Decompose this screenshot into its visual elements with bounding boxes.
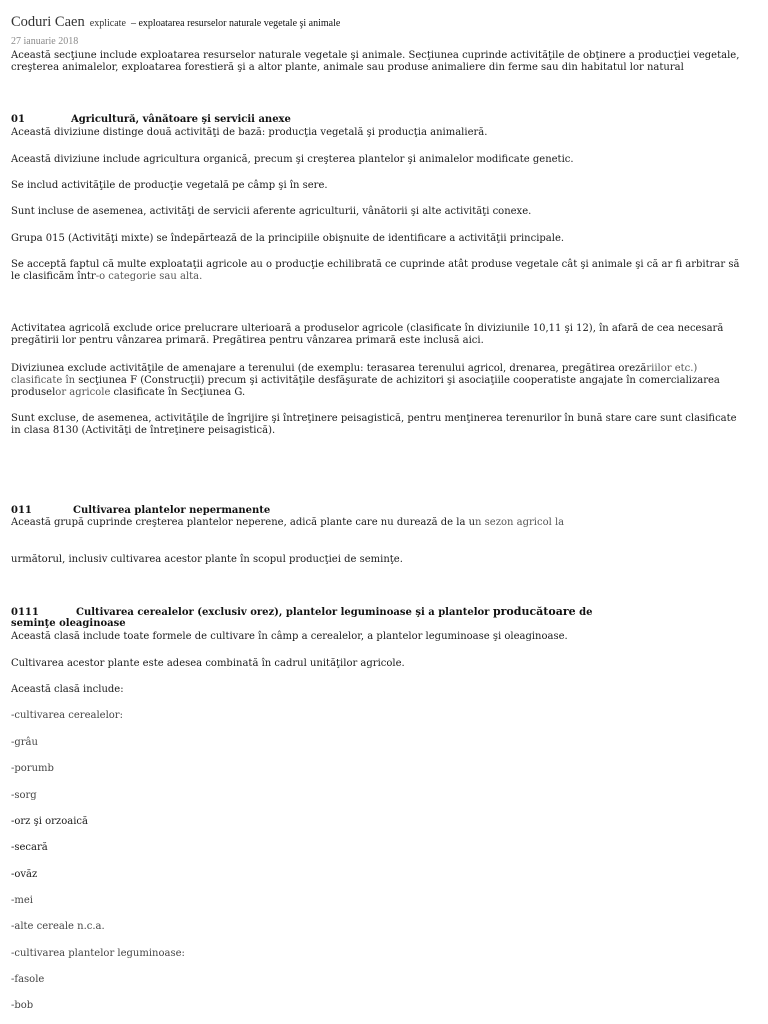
- paragraph: Această clasă include toate formele de cultivare în câmp a cerealelor, a plantelor leguminoase şi oleaginoase.: [11, 631, 568, 642]
- list-item: -cultivarea cerealelor:: [11, 710, 123, 721]
- section-heading-01: [11, 114, 291, 126]
- section-code: 01: [11, 114, 25, 125]
- paragraph: Activitatea agricolă exclude orice prelucrare ulterioară a produselor agricole (clasificate în diviziunile 10,11 şi 12), în afară de cea necesară pregătirii lor pentru vânzarea primară. Pregătirea pentru vânzarea primară este inclusă aici.: [11, 323, 724, 346]
- paragraph: Sunt incluse de asemenea, activităţi de servicii aferente agriculturii, vânătorii şi alte activităţi conexe.: [11, 206, 532, 217]
- document-subtitle: explicate: [89, 18, 126, 29]
- paragraph: Se acceptă faptul că multe exploataţii agricole au o producţie echilibrată ce cuprinde atât produse vegetale cât şi animale şi că ar fi arbitrar să le clasificăm într-o categorie sau alta.: [11, 259, 740, 282]
- section-title: Cultivarea cerealelor (exclusiv orez), plantelor leguminoase şi a plantelor: [76, 607, 493, 618]
- list-item: -orz şi orzoaică: [11, 816, 88, 827]
- section-code: 0111: [11, 607, 39, 618]
- paragraph: Această diviziune distinge două activităţi de bază: producţia vegetală şi producţia animalieră.: [11, 127, 488, 138]
- list-item: -fasole: [11, 974, 45, 985]
- section-heading-0111: 0111 Cultivarea cerealelor (exclusiv orez), plantelor leguminoase şi a plantelor producătoare de: [11, 605, 593, 618]
- paragraph: Se includ activităţile de producţie vegetală pe câmp şi în sere.: [11, 180, 328, 191]
- paragraph: Această diviziune include agricultura organică, precum şi creşterea plantelor şi animalelor modificate genetic.: [11, 154, 574, 165]
- list-item: -grâu: [11, 737, 38, 748]
- document-subtitle-topic: – exploatarea resurselor naturale vegetale şi animale: [130, 18, 341, 29]
- list-item: -alte cereale n.c.a.: [11, 921, 105, 932]
- paragraph: Diviziunea exclude activităţile de amenajare a terenului (de exemplu: terasarea terenului agricol, drenarea, pregătirea orezăriilor etc.) clasificate în secţiunea F (Construcţii) precum şi activităţile desfăşurate de achizitori şi asociaţiile cooperatiste angajate în comercializarea produselor agricole clasificate în Secţiunea G.: [11, 363, 720, 398]
- publish-date: 27 ianuarie 2018: [11, 36, 79, 47]
- document-header: [11, 11, 340, 31]
- paragraph: Cultivarea acestor plante este adesea combinată în cadrul unităţilor agricole.: [11, 658, 405, 669]
- paragraph: Grupa 015 (Activităţi mixte) se îndepărtează de la principiile obişnuite de identificare a activităţii principale.: [11, 233, 565, 244]
- paragraph: Sunt excluse, de asemenea, activităţile de îngrijire şi întreţinere peisagistică, pentru menţinerea terenurilor în bună stare care sunt clasificate in clasa 8130 (Activităţi de întreţinere peisagistică).: [11, 413, 737, 436]
- list-item: -secară: [11, 842, 48, 853]
- document-title: Coduri Caen: [11, 14, 85, 30]
- paragraph: următorul, inclusiv cultivarea acestor plante în scopul producţiei de seminţe.: [11, 554, 403, 565]
- list-item: -cultivarea plantelor leguminoase:: [11, 948, 185, 959]
- section-title: Agricultură, vânătoare şi servicii anexe: [71, 114, 291, 125]
- section-heading-011: [11, 505, 270, 517]
- section-title: Cultivarea plantelor nepermanente: [73, 505, 271, 516]
- intro-paragraph: Această secţiune include exploatarea resurselor naturale vegetale şi animale. Secţiunea cuprinde activităţile de obţinere a producţiei vegetale, creşterea animalelor, exploatarea forestieră şi a altor plante, animale sau produse animaliere din ferme sau din habitatul lor natural: [11, 50, 740, 73]
- list-item: -mei: [11, 895, 33, 906]
- section-title-continued: seminţe oleaginoase: [11, 618, 126, 629]
- paragraph: Această clasă include:: [11, 684, 124, 695]
- paragraph: Această grupă cuprinde creşterea plantelor neperene, adică plante care nu durează de la un sezon agricol la: [11, 517, 565, 528]
- section-code: 011: [11, 505, 32, 516]
- list-item: -sorg: [11, 790, 37, 801]
- list-item: -ovăz: [11, 869, 38, 880]
- list-item: -bob: [11, 1000, 34, 1011]
- list-item: -porumb: [11, 763, 54, 774]
